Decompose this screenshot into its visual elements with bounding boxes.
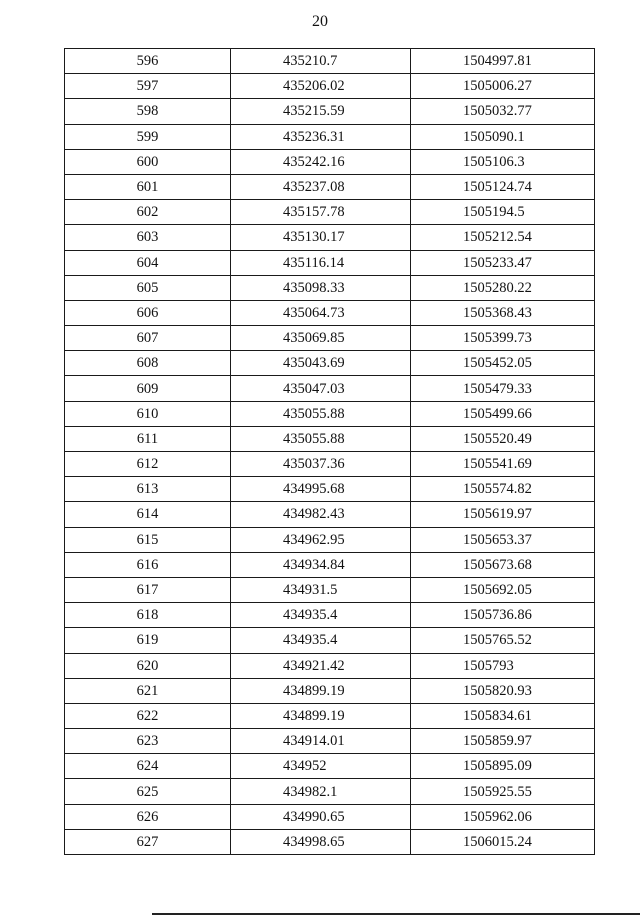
point-number-cell: 604 xyxy=(65,250,231,275)
page-number: 20 xyxy=(312,13,328,30)
x-coordinate-cell: 434995.68 xyxy=(231,477,411,502)
x-coordinate-cell: 434962.95 xyxy=(231,527,411,552)
x-coordinate-cell: 435043.69 xyxy=(231,351,411,376)
x-coordinate-cell: 434982.1 xyxy=(231,779,411,804)
point-number-cell: 623 xyxy=(65,729,231,754)
table-row xyxy=(65,779,595,804)
table-row xyxy=(65,225,595,250)
y-coordinate-cell: 1505541.69 xyxy=(411,452,595,477)
point-number-cell: 625 xyxy=(65,779,231,804)
table-row xyxy=(65,653,595,678)
x-coordinate-cell: 434934.84 xyxy=(231,552,411,577)
point-number-cell: 606 xyxy=(65,300,231,325)
table-row xyxy=(65,452,595,477)
x-coordinate-cell: 435098.33 xyxy=(231,275,411,300)
table-row xyxy=(65,703,595,728)
point-number-cell: 600 xyxy=(65,149,231,174)
page-bottom-rule xyxy=(152,913,640,915)
y-coordinate-cell: 1505895.09 xyxy=(411,754,595,779)
x-coordinate-cell: 434952 xyxy=(231,754,411,779)
point-number-cell: 596 xyxy=(65,49,231,74)
x-coordinate-cell: 435064.73 xyxy=(231,300,411,325)
table-row xyxy=(65,351,595,376)
y-coordinate-cell: 1505233.47 xyxy=(411,250,595,275)
y-coordinate-cell: 1505859.97 xyxy=(411,729,595,754)
point-number-cell: 615 xyxy=(65,527,231,552)
y-coordinate-cell: 1506015.24 xyxy=(411,829,595,854)
point-number-cell: 612 xyxy=(65,452,231,477)
x-coordinate-cell: 435237.08 xyxy=(231,174,411,199)
point-number-cell: 627 xyxy=(65,829,231,854)
y-coordinate-cell: 1505834.61 xyxy=(411,703,595,728)
point-number-cell: 611 xyxy=(65,426,231,451)
x-coordinate-cell: 435047.03 xyxy=(231,376,411,401)
table-row xyxy=(65,99,595,124)
y-coordinate-cell: 1504997.81 xyxy=(411,49,595,74)
y-coordinate-cell: 1505006.27 xyxy=(411,74,595,99)
x-coordinate-cell: 434998.65 xyxy=(231,829,411,854)
y-coordinate-cell: 1505499.66 xyxy=(411,401,595,426)
point-number-cell: 626 xyxy=(65,804,231,829)
y-coordinate-cell: 1505692.05 xyxy=(411,577,595,602)
point-number-cell: 618 xyxy=(65,603,231,628)
point-number-cell: 619 xyxy=(65,628,231,653)
table-row xyxy=(65,74,595,99)
table-row xyxy=(65,628,595,653)
coordinates-table-body xyxy=(65,49,595,855)
point-number-cell: 597 xyxy=(65,74,231,99)
y-coordinate-cell: 1505962.06 xyxy=(411,804,595,829)
y-coordinate-cell: 1505820.93 xyxy=(411,678,595,703)
table-row xyxy=(65,124,595,149)
point-number-cell: 608 xyxy=(65,351,231,376)
table-row xyxy=(65,401,595,426)
table-row xyxy=(65,754,595,779)
x-coordinate-cell: 434914.01 xyxy=(231,729,411,754)
y-coordinate-cell: 1505124.74 xyxy=(411,174,595,199)
y-coordinate-cell: 1505479.33 xyxy=(411,376,595,401)
y-coordinate-cell: 1505673.68 xyxy=(411,552,595,577)
point-number-cell: 607 xyxy=(65,326,231,351)
x-coordinate-cell: 435116.14 xyxy=(231,250,411,275)
x-coordinate-cell: 435242.16 xyxy=(231,149,411,174)
x-coordinate-cell: 435206.02 xyxy=(231,74,411,99)
x-coordinate-cell: 435037.36 xyxy=(231,452,411,477)
table-row xyxy=(65,376,595,401)
x-coordinate-cell: 434982.43 xyxy=(231,502,411,527)
y-coordinate-cell: 1505793 xyxy=(411,653,595,678)
y-coordinate-cell: 1505452.05 xyxy=(411,351,595,376)
point-number-cell: 613 xyxy=(65,477,231,502)
x-coordinate-cell: 434990.65 xyxy=(231,804,411,829)
table-row xyxy=(65,149,595,174)
y-coordinate-cell: 1505212.54 xyxy=(411,225,595,250)
y-coordinate-cell: 1505925.55 xyxy=(411,779,595,804)
y-coordinate-cell: 1505280.22 xyxy=(411,275,595,300)
point-number-cell: 621 xyxy=(65,678,231,703)
x-coordinate-cell: 434899.19 xyxy=(231,703,411,728)
table-row xyxy=(65,326,595,351)
table-row xyxy=(65,174,595,199)
point-number-cell: 601 xyxy=(65,174,231,199)
table-row xyxy=(65,250,595,275)
point-number-cell: 598 xyxy=(65,99,231,124)
point-number-cell: 622 xyxy=(65,703,231,728)
coordinates-table xyxy=(64,48,595,855)
y-coordinate-cell: 1505619.97 xyxy=(411,502,595,527)
x-coordinate-cell: 435055.88 xyxy=(231,426,411,451)
table-row xyxy=(65,300,595,325)
table-row xyxy=(65,829,595,854)
y-coordinate-cell: 1505736.86 xyxy=(411,603,595,628)
x-coordinate-cell: 435236.31 xyxy=(231,124,411,149)
x-coordinate-cell: 435130.17 xyxy=(231,225,411,250)
x-coordinate-cell: 434921.42 xyxy=(231,653,411,678)
y-coordinate-cell: 1505090.1 xyxy=(411,124,595,149)
table-row xyxy=(65,527,595,552)
table-row xyxy=(65,200,595,225)
x-coordinate-cell: 434935.4 xyxy=(231,628,411,653)
table-row xyxy=(65,477,595,502)
y-coordinate-cell: 1505368.43 xyxy=(411,300,595,325)
x-coordinate-cell: 435215.59 xyxy=(231,99,411,124)
point-number-cell: 602 xyxy=(65,200,231,225)
point-number-cell: 603 xyxy=(65,225,231,250)
point-number-cell: 609 xyxy=(65,376,231,401)
point-number-cell: 614 xyxy=(65,502,231,527)
y-coordinate-cell: 1505653.37 xyxy=(411,527,595,552)
point-number-cell: 617 xyxy=(65,577,231,602)
point-number-cell: 605 xyxy=(65,275,231,300)
table-row xyxy=(65,426,595,451)
x-coordinate-cell: 435069.85 xyxy=(231,326,411,351)
point-number-cell: 610 xyxy=(65,401,231,426)
point-number-cell: 599 xyxy=(65,124,231,149)
point-number-cell: 624 xyxy=(65,754,231,779)
x-coordinate-cell: 434899.19 xyxy=(231,678,411,703)
y-coordinate-cell: 1505032.77 xyxy=(411,99,595,124)
table-row xyxy=(65,275,595,300)
point-number-cell: 616 xyxy=(65,552,231,577)
x-coordinate-cell: 435210.7 xyxy=(231,49,411,74)
table-row xyxy=(65,729,595,754)
x-coordinate-cell: 434931.5 xyxy=(231,577,411,602)
table-row xyxy=(65,804,595,829)
x-coordinate-cell: 435157.78 xyxy=(231,200,411,225)
y-coordinate-cell: 1505194.5 xyxy=(411,200,595,225)
point-number-cell: 620 xyxy=(65,653,231,678)
x-coordinate-cell: 435055.88 xyxy=(231,401,411,426)
table-row xyxy=(65,577,595,602)
y-coordinate-cell: 1505520.49 xyxy=(411,426,595,451)
table-row xyxy=(65,603,595,628)
x-coordinate-cell: 434935.4 xyxy=(231,603,411,628)
y-coordinate-cell: 1505399.73 xyxy=(411,326,595,351)
table-row xyxy=(65,552,595,577)
table-row xyxy=(65,678,595,703)
table-row xyxy=(65,502,595,527)
table-row xyxy=(65,49,595,74)
y-coordinate-cell: 1505106.3 xyxy=(411,149,595,174)
y-coordinate-cell: 1505574.82 xyxy=(411,477,595,502)
y-coordinate-cell: 1505765.52 xyxy=(411,628,595,653)
